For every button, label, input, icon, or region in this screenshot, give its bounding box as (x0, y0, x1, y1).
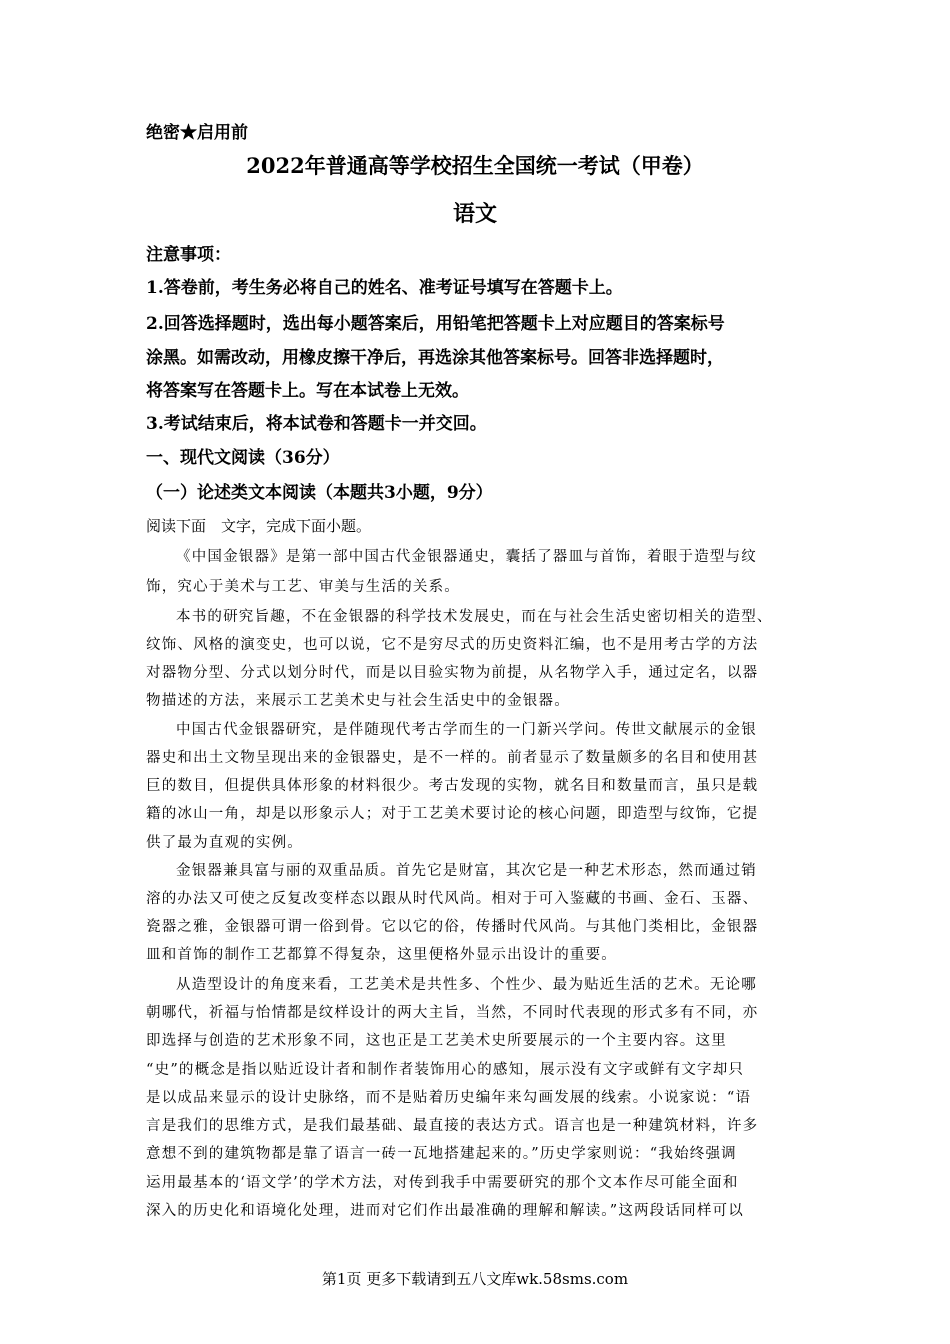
passage-line: 是以成品来显示的设计史脉络，而不是贴着历史编年来勾画发展的线索。小说家说：“语 (146, 1090, 752, 1106)
passage-line: 言是我们的思维方式，是我们最基础、最直接的表达方式。语言也是一种建筑材料，许多 (146, 1118, 759, 1134)
notes-heading: 注意事项： (146, 245, 231, 265)
secret-label: 绝密★启用前 (146, 123, 248, 143)
passage-line: 即选择与创造的艺术形象不同，这也正是工艺美术史所要展示的一个主要内容。这里 (146, 1033, 727, 1049)
note-line: 将答案写在答题卡上。写在本试卷上无效。 (146, 381, 469, 401)
passage-line: 供了最为直观的实例。 (146, 835, 303, 851)
section-intro: 阅读下面 文字，完成下面小题。 (146, 517, 372, 535)
passage-line: 运用最基本的‘语文学’的学术方法，对传到我手中需要研究的那个文本作尽可能全面和 (146, 1175, 739, 1191)
exam-title: 2022年普通高等学校招生全国统一考试（甲卷） (246, 153, 704, 178)
passage-line: 从造型设计的角度来看，工艺美术是共性多、个性少、最为贴近生活的艺术。无论哪 (176, 977, 757, 993)
section-subtitle: （一）论述类文本阅读（本题共3小题，9分） (146, 483, 493, 503)
passage-line: 皿和首饰的制作工艺都算不得复杂，这里便格外显示出设计的重要。 (146, 947, 617, 963)
passage-line: 器史和出土文物呈现出来的金银器史，是不一样的。前者显示了数量颇多的名目和使用甚 (146, 750, 759, 766)
note-line: 涂黑。如需改动，用橡皮擦干净后，再选涂其他答案标号。回答非选择题时， (146, 348, 724, 368)
note-line: 2.回答选择题时，选出每小题答案后，用铅笔把答题卡上对应题目的答案标号 (146, 314, 725, 334)
passage-line: 物描述的方法，来展示工艺美术史与社会生活史中的金银器。 (146, 693, 570, 709)
passage-line: 溶的办法又可使之反复改变样态以跟从时代风尚。相对于可入鉴藏的书画、金石、玉器、 (146, 891, 759, 907)
passage-line: 深入的历史化和语境化处理，进而对它们作出最准确的理解和解读。”这两段话同样可以 (146, 1203, 744, 1219)
passage-line: 意想不到的建筑物都是靠了语言一砖一瓦地搭建起来的。”历史学家则说：“我始终强调 (146, 1146, 737, 1162)
passage-line: 籍的冰山一角，却是以形象示人；对于工艺美术要讨论的核心问题，即造型与纹饰，它提 (146, 806, 759, 822)
passage-line: 《中国金银器》是第一部中国古代金银器通史，囊括了器皿与首饰，着眼于造型与纹 (176, 549, 757, 565)
passage-line: “史”的概念是指以贴近设计者和制作者装饰用心的感知，展示没有文字或鲜有文字却只 (146, 1062, 745, 1078)
section-title: 一、现代文阅读（36分） (146, 448, 340, 468)
passage-line: 金银器兼具富与丽的双重品质。首先它是财富，其次它是一种艺术形态，然而通过销 (176, 863, 757, 879)
passage-line: 本书的研究旨趣，不在金银器的科学技术发展史，而在与社会生活史密切相关的造型、 (176, 609, 773, 625)
note-line: 1.答卷前，考生务必将自己的姓名、准考证号填写在答题卡上。 (146, 278, 623, 298)
passage-line: 饰，究心于美术与工艺、审美与生活的关系。 (146, 579, 460, 595)
note-line: 3.考试结束后，将本试卷和答题卡一并交回。 (146, 414, 487, 434)
passage-line: 纹饰、风格的演变史，也可以说，它不是穷尽式的历史资料汇编，也不是用考古学的方法 (146, 637, 759, 653)
passage-line: 朝哪代，祈福与怡情都是纹样设计的两大主旨，当然，不同时代表现的形式多有不同，亦 (146, 1005, 759, 1021)
passage-line: 瓷器之雅，金银器可谓一俗到骨。它以它的俗，传播时代风尚。与其他门类相比，金银器 (146, 919, 759, 935)
page-footer: 第1页 更多下载请到五八文库wk.58sms.com (321, 1270, 629, 1288)
subject-title: 语文 (452, 201, 497, 227)
passage-line: 对器物分型、分式以划分时代，而是以目验实物为前提，从名物学入手，通过定名，以器 (146, 665, 759, 681)
passage-line: 中国古代金银器研究，是伴随现代考古学而生的一门新兴学问。传世文献展示的金银 (176, 722, 757, 738)
passage-line: 巨的数目，但提供具体形象的材料很少。考古发现的实物，就名目和数量而言，虽只是载 (146, 778, 759, 794)
